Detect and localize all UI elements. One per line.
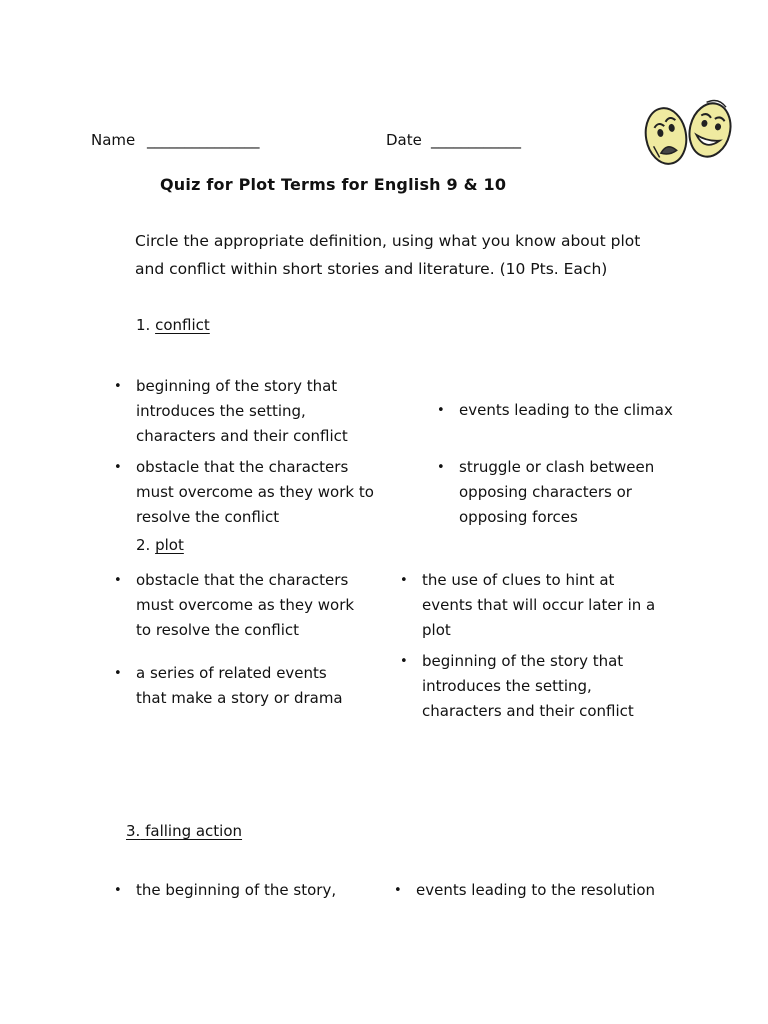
option-line: plot [422,621,451,639]
question-3-heading [126,819,242,844]
theater-masks-icon [638,92,738,174]
question-term: plot [155,536,184,554]
question-number: 3. [126,822,141,840]
date-label: Date [386,131,422,149]
question-term: conflict [155,316,210,334]
option-line: the beginning of the story, [136,881,337,899]
question-2-heading [136,533,184,558]
option-line: opposing forces [459,508,578,526]
option-line: a series of related events [136,664,327,682]
option-line: obstacle that the characters [136,571,349,589]
option-line: to resolve the conflict [136,621,299,639]
bullet-icon: • [114,460,122,475]
bullet-icon: • [114,379,122,394]
question-term: falling action [145,822,243,840]
bullet-icon: • [437,460,445,475]
bullet-icon: • [400,573,408,588]
quiz-title: Quiz for Plot Terms for English 9 & 10 [160,175,507,194]
bullet-icon: • [437,403,445,418]
option-line: events that will occur later in a [422,596,656,614]
option-line: that make a story or drama [136,689,343,707]
bullet-icon: • [400,654,408,669]
option-line: beginning of the story that [422,652,624,670]
bullet-icon: • [114,666,122,681]
instructions-line: Circle the appropriate definition, using what you know about plot [135,232,641,250]
instructions-line: and conflict within short stories and literature. (10 Pts. Each) [135,260,608,278]
option-line: the use of clues to hint at [422,571,615,589]
question-1-heading [136,313,210,338]
option-line: must overcome as they work [136,596,355,614]
option-line: beginning of the story that [136,377,338,395]
bullet-icon: • [114,883,122,898]
option-line: struggle or clash between [459,458,655,476]
bullet-icon: • [394,883,402,898]
option-line: obstacle that the characters [136,458,349,476]
instructions [135,227,640,283]
option-line: opposing characters or [459,483,632,501]
bullet-icon: • [114,573,122,588]
question-number: 1. [136,316,151,334]
option-line: must overcome as they work to [136,483,374,501]
option-line: events leading to the climax [459,401,673,419]
date-blank[interactable]: ____________ [431,131,521,149]
option-line: events leading to the resolution [416,881,656,899]
name-blank[interactable]: _______________ [147,131,260,149]
option-line: resolve the conflict [136,508,280,526]
option-line: introduces the setting, [136,402,306,420]
option-line: introduces the setting, [422,677,592,695]
name-label: Name [91,131,136,149]
option-line: characters and their conflict [136,427,348,445]
question-number: 2. [136,536,151,554]
option-line: characters and their conflict [422,702,634,720]
